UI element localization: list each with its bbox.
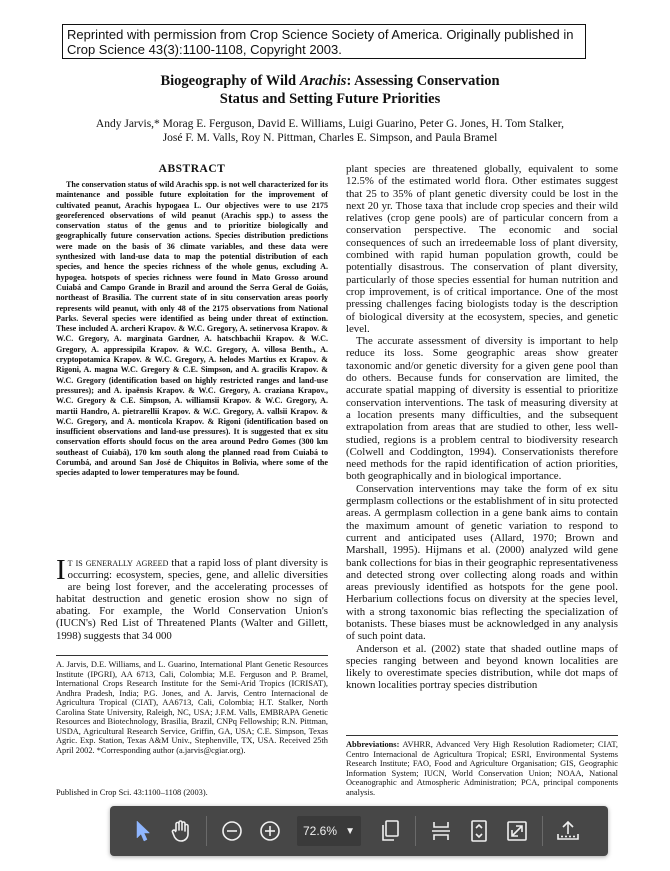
intro-text: that a rapid loss of plant diversity is occurring: ecosystem, species, gene, and allelic diversities are being lost forever, and the accelerating processes of habitat destruction and genetic erosion show no sign of abating. For example, the World Conservation Union's (IUCN's) Red List of Threatened Plants (Walter and Gillett, 1998) suggests that 34 000 (56, 557, 329, 642)
chevron-down-icon: ▼ (345, 825, 355, 837)
pdf-viewer-toolbar (110, 806, 608, 856)
publication-citation: Published in Crop Sci. 43:1100–1108 (2003). (56, 788, 208, 797)
toolbar-separator (206, 816, 207, 846)
right-paragraph-1: plant species are threatened globally, equivalent to some 12.5% of the estimated world flora. Other estimates suggest that 25 to 35% of plant genetic diversity could be lost in the next 20 yr. Those taxa that include crop species and their wild relatives (crop gene pools) are of particular concern from a conservation perspective. The economic and social consequences of such an irredeemable loss of plant diversity, combined with rapid human population growth, could be potentially disastrous. The conservation of plant diversity, particularly of those species essential for human nutrition and crop improvement, is of critical importance. One of the most pressing challenges facing biologists today is the description of biological diversity at the ecosystem, species, and genetic level. (346, 163, 618, 335)
zoom-level-value: 72.6% (303, 824, 338, 838)
permission-notice-box (62, 24, 586, 59)
fullscreen-icon[interactable] (498, 806, 536, 856)
right-paragraph-2: The accurate assessment of diversity is important to help reduce its loss. Some geographic areas show greater taxonomic and/or genetic diversity for a given gene pool than do others. Because funds for conservation are limited, the accurate spatial mapping of diversity is essential to prioritize conservation interventions. The task of measuring diversity at a location presents many difficulties, and the subsequent extrapolation from areas that are studied to other, less well-studied, regions is a problem central to biodiversity research (Colwell and Coddington, 1994). Conservationists therefore need methods for the rapid identification of action priorities, both geographically and in biological importance. (346, 335, 618, 483)
toolbar-separator (415, 816, 416, 846)
introduction-paragraph (56, 554, 329, 642)
intro-small-caps: t is generally agreed (67, 557, 169, 569)
right-paragraph-4: Anderson et al. (2002) state that shaded outline maps of species ranging between and beyond known localities are likely to overestimate species distribution, while dot maps of known localities portray species distribution (346, 642, 618, 692)
abstract-heading: ABSTRACT (158, 163, 226, 175)
zoom-out-icon[interactable] (213, 806, 251, 856)
author-affiliation-footnote: A. Jarvis, D.E. Williams, and L. Guarino, International Plant Genetic Resources Institute (IPGRI), AA 6713, Cali, Colombia; M.E. Ferguson and P. Bramel, International Crops Research Institute for the Semi-Arid Tropics (ICRISAT), Andhra Pradesh, India; P.G. Jones, and A. Jarvis, Centro Internacional de Agricultura Tropical (CIAT), AA6713, Cali, Colombia; H.T. Stalker, North Carolina State University, Raleigh, NC, USA; J.F.M. Valls, EMBRAPA Genetic Resources and Biotechnology, Brasilia, Brazil, CNPq Fellowship; R.N. Pittman, USDA, Agricultural Research Service, Griffin, GA, USA; C.E. Simpson, Texas Agric. Exp. Station, Texas A&M Univ., Stephenville, TX, USA. Received 25th April 2002. *Corresponding author (a.jarvis@cgiar.org). (56, 660, 328, 755)
abstract-body: The conservation status of wild Arachis spp. is not well characterized for its maintenance and possible future exploitation for the improvement of cultivated peanut, Arachis hypogaea L. Our objectives were to use 2175 georeferenced observations of wild peanut (Arachis spp.) to assess the conservation status of the genus and to prioritize biologically and geographically future conservation actions. Species distribution predictions were made on the basis of 36 climate variables, and these data were synthesized with land-use data to map the potential distribution of each species, and hence the species richness of the whole genus, excluding A. hypogea. hotspots of species richness were found in Mato Grosso around Cuiabá and Campo Grande in Brazil and around the Serra Geral de Goiás, northeast of Brasília. The current state of in situ conservation areas poorly represents wild peanut, with only 48 of the 2175 observations from National Parks. Several species were identified as being under threat of extinction. These included A. archeri Krapov. & W.C. Gregory, A. setinervosa Krapov. & W.C. Gregory, A. marginata Gardner, A. hatschbachii Krapov. & W.C. Gregory, A. appressipila Krapov. & W.C. Gregory, A. villosa Benth., A. cryptopotamica Krapov. & W.C. Gregory, A. helodes Martius ex Krapov. & Rigoni, A. magna W.C. Gregory & C.E. Simpson, and A. gracilis Krapov. & W.C. Gregory (identification based on highly restricted ranges and land-use pressures); and A. ipaënsis Krapov. & W.C. Gregory, A. craziana Krapov., W.C. Gregory & C.E. Simpson, A. williamsii Krapov. & W.C. Gregory, A. martii Handro, A. pietrarellii Krapov. & W.C. Gregory, A. vallsii Krapov. & W.C. Gregory, and A. monticola Krapov. & Rigoni (identification based on insufficient observations and land-use pressures). It is suggested that ex situ conservation efforts should focus on the area around Pedro Gomes (300 km southeast of Cuiabá), 170 km south along the planned road from Cuiabá to Corumbá, and around San José de Chiquitos in Bolivia, where some of the species adapted to lower temperatures may be found. (56, 180, 328, 478)
title-italic-genus: Arachis (299, 73, 347, 89)
hand-pan-icon[interactable] (162, 806, 200, 856)
right-paragraph-3: Conservation interventions may take the form of ex situ germplasm collections or the establishment of in situ protected areas. A germplasm collection in a gene bank aims to contain the maximum amount of genetic variation to respond to current and anticipated uses (Allard, 1970; Brown and Marshall, 1995). Hijmans et al. (2000) analyzed wild gene bank collections for bias in their geographic representativeness and detected strong over collecting along roads and within areas previously identified as hotspots for the gene pool. Herbarium collections focus on diversity at the species level, with a strong taxonomic bias reflecting the specialization of botanists. These biases must be acknowledged in any analysis of such point data. (346, 482, 618, 643)
right-column-body (346, 163, 618, 692)
title-text-b: : Assessing Conservation (346, 73, 500, 89)
title-line-2: Status and Setting Future Priorities (219, 91, 441, 107)
abbreviations-label: Abbreviations: (346, 740, 400, 749)
author-list (60, 117, 600, 145)
title-text-a: Biogeography of Wild (160, 73, 300, 89)
fit-page-icon[interactable] (460, 806, 498, 856)
fit-width-icon[interactable] (422, 806, 460, 856)
authors-line-2: José F. M. Valls, Roy N. Pittman, Charles E. Simpson, and Paula Bramel (162, 132, 498, 144)
zoom-level-dropdown[interactable] (297, 816, 361, 846)
drop-cap-letter: I (56, 554, 66, 586)
zoom-in-icon[interactable] (251, 806, 289, 856)
download-icon[interactable] (549, 806, 587, 856)
paper-title (60, 72, 600, 108)
abbreviations-note (346, 740, 618, 798)
authors-line-1: Andy Jarvis,* Morag E. Ferguson, David E. Williams, Luigi Guarino, Peter G. Jones, H. Tom Stalker, (95, 118, 565, 130)
abbreviations-text: AVHRR, Advanced Very High Resolution Radiometer; CIAT, Centro Internacional de Agricultura Tropical; ESRI, Environmental Systems Research Institute; FAO, Food and Agriculture Organisation; GIS, Geographic Information System; IUCN, World Conservation Union; NOAA, National Oceanographic and Atmospheric Administration; PCA, principal components analysis. (346, 740, 618, 797)
abbreviations-divider (346, 735, 618, 736)
select-arrow-icon[interactable] (124, 806, 162, 856)
footnote-divider (56, 655, 328, 656)
toolbar-separator (542, 816, 543, 846)
title-line-1 (60, 72, 600, 90)
copy-pages-icon[interactable] (371, 806, 409, 856)
permission-notice-text: Reprinted with permission from Crop Science Society of America. Originally published in Crop Science 43(3):1100-1108, Copyright 2003. (67, 27, 574, 57)
